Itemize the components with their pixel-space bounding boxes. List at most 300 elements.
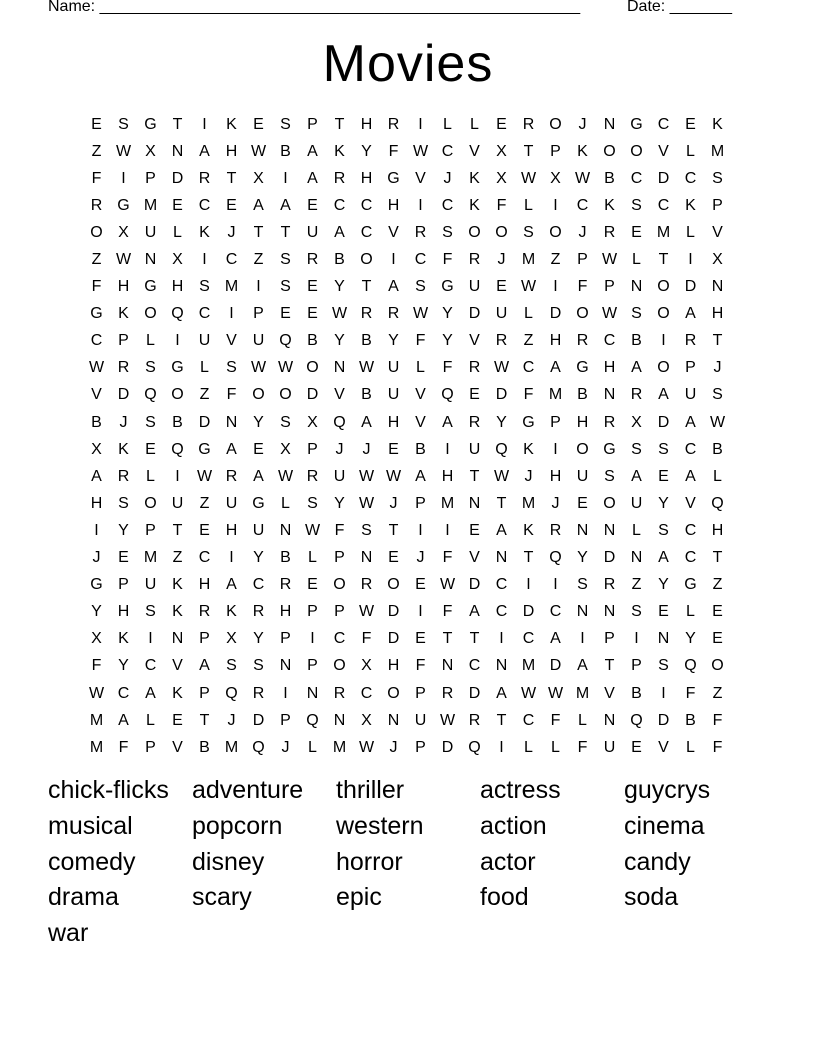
grid-letter: S [523, 223, 534, 241]
grid-letter: V [415, 386, 426, 404]
grid-letter: Y [388, 332, 399, 350]
grid-letter: A [550, 630, 561, 648]
grid-letter: R [603, 223, 616, 241]
grid-letter: T [658, 251, 669, 269]
grid-letter: G [441, 278, 454, 296]
grid-letter: S [442, 223, 453, 241]
grid-letter: E [469, 386, 480, 404]
grid-letter: P [118, 332, 129, 350]
grid-letter: H [360, 169, 373, 187]
grid-letter: W [520, 278, 537, 296]
grid-letter: T [469, 630, 480, 648]
grid-letter: X [253, 169, 264, 187]
grid-letter: E [91, 115, 102, 133]
grid-letter: X [550, 169, 561, 187]
grid-letter: F [712, 738, 723, 756]
grid-letter: P [307, 657, 318, 675]
grid-letter: X [226, 630, 237, 648]
grid-letter: N [603, 603, 616, 621]
grid-letter: G [144, 115, 157, 133]
grid-letter: A [253, 196, 264, 214]
grid-letter: A [226, 440, 237, 458]
name-field[interactable]: Name: ______________________________________________________ [48, 0, 581, 15]
grid-letter: F [361, 630, 372, 648]
grid-letter: M [656, 223, 671, 241]
grid-letter: J [389, 738, 398, 756]
grid-letter: C [657, 115, 670, 133]
grid-letter: N [333, 359, 346, 377]
grid-letter: I [499, 738, 504, 756]
grid-letter: F [388, 142, 399, 160]
grid-letter: R [522, 115, 535, 133]
grid-letter: C [333, 630, 346, 648]
grid-letter: C [684, 440, 697, 458]
grid-letter: O [549, 223, 562, 241]
grid-letter: W [277, 359, 294, 377]
grid-letter: B [172, 413, 183, 431]
grid-letter: Y [253, 549, 264, 567]
grid-letter: N [630, 549, 643, 567]
grid-letter: E [415, 576, 426, 594]
grid-letter: M [224, 278, 239, 296]
grid-letter: W [358, 467, 375, 485]
word-bank-item: adventure [192, 776, 304, 804]
grid-letter: I [634, 630, 639, 648]
grid-letter: H [549, 332, 562, 350]
grid-letter: I [121, 169, 126, 187]
grid-row [83, 653, 731, 680]
grid-letter: R [603, 413, 616, 431]
grid-row [83, 680, 731, 707]
grid-letter: O [333, 576, 346, 594]
grid-row [83, 707, 731, 734]
grid-letter: K [226, 603, 237, 621]
grid-letter: J [551, 494, 560, 512]
grid-letter: V [712, 223, 723, 241]
grid-row [83, 328, 731, 355]
grid-letter: J [578, 115, 587, 133]
grid-letter: T [469, 467, 480, 485]
grid-letter: J [119, 413, 128, 431]
grid-letter: B [415, 440, 426, 458]
grid-letter: A [442, 413, 453, 431]
grid-letter: P [712, 196, 723, 214]
grid-letter: E [145, 440, 156, 458]
grid-letter: K [226, 115, 237, 133]
grid-letter: K [118, 630, 129, 648]
grid-letter: L [686, 223, 695, 241]
grid-letter: E [658, 467, 669, 485]
grid-letter: P [604, 278, 615, 296]
grid-letter: B [280, 142, 291, 160]
grid-letter: O [603, 494, 616, 512]
grid-letter: X [307, 413, 318, 431]
grid-letter: U [252, 332, 265, 350]
grid-letter: X [712, 251, 723, 269]
grid-letter: V [604, 684, 615, 702]
grid-letter: E [226, 196, 237, 214]
grid-letter: E [415, 630, 426, 648]
grid-letter: H [603, 359, 616, 377]
grid-letter: J [578, 223, 587, 241]
grid-letter: M [224, 738, 239, 756]
grid-letter: R [630, 386, 643, 404]
grid-letter: D [198, 413, 211, 431]
word-bank-item: actress [480, 776, 561, 804]
grid-row [83, 517, 731, 544]
grid-letter: G [603, 440, 616, 458]
grid-letter: F [442, 603, 453, 621]
grid-letter: E [631, 223, 642, 241]
grid-letter: Y [118, 657, 129, 675]
grid-letter: M [575, 684, 590, 702]
word-bank-item: food [480, 883, 529, 912]
grid-letter: J [92, 549, 101, 567]
grid-letter: C [414, 251, 427, 269]
grid-letter: F [496, 196, 507, 214]
grid-row [83, 572, 731, 599]
grid-letter: A [685, 467, 696, 485]
grid-letter: F [415, 332, 426, 350]
grid-letter: C [360, 684, 373, 702]
grid-letter: R [333, 169, 346, 187]
grid-letter: C [522, 711, 535, 729]
grid-letter: T [361, 278, 372, 296]
grid-row [83, 463, 731, 490]
grid-letter: N [171, 142, 184, 160]
grid-letter: L [146, 332, 155, 350]
grid-letter: O [333, 657, 346, 675]
grid-letter: B [307, 332, 318, 350]
grid-letter: A [280, 196, 291, 214]
grid-letter: U [468, 278, 481, 296]
grid-letter: P [415, 494, 426, 512]
grid-letter: B [631, 332, 642, 350]
grid-letter: N [657, 630, 670, 648]
grid-letter: S [118, 115, 129, 133]
grid-row [83, 246, 731, 273]
grid-letter: P [307, 440, 318, 458]
grid-letter: Y [361, 142, 372, 160]
grid-letter: C [144, 657, 157, 675]
grid-letter: C [549, 603, 562, 621]
grid-letter: R [387, 115, 400, 133]
grid-letter: I [175, 332, 180, 350]
grid-letter: K [172, 684, 183, 702]
grid-row [83, 192, 731, 219]
grid-letter: P [280, 711, 291, 729]
grid-letter: T [523, 142, 534, 160]
word-bank-item: actor [480, 847, 536, 876]
grid-letter: E [496, 278, 507, 296]
grid-letter: L [524, 305, 533, 323]
grid-letter: K [118, 440, 129, 458]
grid-letter: M [521, 494, 536, 512]
grid-letter: L [200, 359, 209, 377]
grid-letter: G [387, 169, 400, 187]
grid-letter: L [632, 521, 641, 539]
grid-letter: S [307, 494, 318, 512]
grid-letter: B [361, 332, 372, 350]
grid-letter: J [362, 440, 371, 458]
grid-letter: S [199, 278, 210, 296]
grid-letter: X [118, 223, 129, 241]
grid-letter: N [333, 711, 346, 729]
grid-letter: O [630, 142, 643, 160]
grid-letter: P [334, 549, 345, 567]
grid-letter: N [306, 684, 319, 702]
grid-letter: Q [711, 494, 724, 512]
grid-letter: N [603, 115, 616, 133]
grid-letter: V [469, 142, 480, 160]
grid-letter: O [603, 142, 616, 160]
grid-letter: R [198, 603, 211, 621]
grid-letter: E [712, 603, 723, 621]
grid-letter: W [709, 413, 726, 431]
grid-letter: O [468, 223, 481, 241]
date-field[interactable]: Date: _______ [627, 0, 732, 15]
grid-letter: C [441, 196, 454, 214]
grid-letter: Z [523, 332, 534, 350]
grid-letter: Y [334, 494, 345, 512]
grid-letter: E [253, 115, 264, 133]
grid-letter: R [549, 521, 562, 539]
grid-letter: F [91, 657, 102, 675]
word-bank-item: thriller [336, 776, 405, 804]
grid-letter: K [199, 223, 210, 241]
grid-letter: A [145, 684, 156, 702]
grid-letter: I [553, 278, 558, 296]
grid-letter: P [631, 657, 642, 675]
grid-letter: I [553, 440, 558, 458]
grid-letter: G [171, 359, 184, 377]
grid-letter: D [387, 603, 400, 621]
grid-letter: T [496, 711, 507, 729]
grid-letter: D [657, 711, 670, 729]
grid-letter: L [524, 738, 533, 756]
grid-letter: M [710, 142, 725, 160]
grid-letter: L [632, 251, 641, 269]
grid-letter: O [549, 115, 562, 133]
grid-letter: N [603, 521, 616, 539]
grid-letter: Y [577, 549, 588, 567]
grid-letter: O [306, 359, 319, 377]
grid-letter: H [441, 467, 454, 485]
grid-letter: U [468, 440, 481, 458]
grid-letter: H [711, 305, 724, 323]
grid-letter: K [334, 142, 345, 160]
grid-letter: V [388, 223, 399, 241]
grid-letter: V [685, 494, 696, 512]
grid-letter: R [306, 251, 319, 269]
grid-letter: D [603, 549, 616, 567]
grid-letter: L [470, 115, 479, 133]
grid-letter: M [143, 196, 158, 214]
grid-letter: W [358, 738, 375, 756]
grid-letter: L [686, 738, 695, 756]
grid-row [83, 599, 731, 626]
grid-letter: Q [171, 440, 184, 458]
grid-letter: T [172, 115, 183, 133]
grid-letter: Q [225, 684, 238, 702]
grid-letter: B [685, 711, 696, 729]
grid-letter: K [469, 196, 480, 214]
grid-letter: S [658, 521, 669, 539]
word-search-grid [83, 111, 731, 761]
grid-letter: C [117, 684, 130, 702]
grid-letter: N [603, 386, 616, 404]
grid-letter: W [574, 169, 591, 187]
grid-letter: P [199, 630, 210, 648]
grid-letter: W [412, 305, 429, 323]
grid-letter: L [686, 142, 695, 160]
grid-letter: C [603, 332, 616, 350]
grid-row [83, 409, 731, 436]
grid-letter: I [229, 549, 234, 567]
grid-letter: N [495, 657, 508, 675]
grid-letter: N [630, 278, 643, 296]
grid-letter: W [493, 467, 510, 485]
grid-letter: O [576, 305, 589, 323]
grid-letter: L [443, 115, 452, 133]
grid-letter: L [146, 467, 155, 485]
grid-letter: X [631, 413, 642, 431]
grid-letter: P [550, 413, 561, 431]
grid-letter: I [310, 630, 315, 648]
grid-letter: Q [495, 440, 508, 458]
grid-letter: U [630, 494, 643, 512]
word-bank-item: drama [48, 883, 119, 912]
grid-letter: D [468, 684, 481, 702]
grid-letter: B [91, 413, 102, 431]
grid-letter: T [172, 521, 183, 539]
grid-letter: F [712, 711, 723, 729]
grid-letter: A [631, 359, 642, 377]
grid-letter: E [199, 521, 210, 539]
grid-letter: E [118, 549, 129, 567]
grid-letter: R [576, 332, 589, 350]
grid-letter: D [657, 169, 670, 187]
grid-letter: L [524, 196, 533, 214]
grid-letter: B [334, 251, 345, 269]
grid-letter: W [88, 684, 105, 702]
grid-letter: W [493, 359, 510, 377]
grid-letter: F [577, 278, 588, 296]
grid-letter: H [90, 494, 103, 512]
grid-letter: E [172, 196, 183, 214]
grid-letter: V [172, 657, 183, 675]
grid-letter: A [658, 386, 669, 404]
grid-letter: I [688, 251, 693, 269]
grid-letter: W [277, 467, 294, 485]
grid-letter: N [279, 521, 292, 539]
grid-letter: M [521, 251, 536, 269]
grid-letter: H [171, 278, 184, 296]
grid-letter: C [657, 196, 670, 214]
grid-letter: W [250, 142, 267, 160]
grid-letter: Y [442, 332, 453, 350]
grid-letter: W [412, 142, 429, 160]
grid-letter: R [414, 223, 427, 241]
grid-letter: D [549, 657, 562, 675]
grid-letter: H [387, 196, 400, 214]
grid-letter: O [576, 440, 589, 458]
grid-row [83, 165, 731, 192]
grid-letter: R [360, 576, 373, 594]
grid-row [83, 301, 731, 328]
word-bank-item: guycrys [624, 776, 711, 804]
grid-letter: T [334, 115, 345, 133]
grid-letter: F [334, 521, 345, 539]
grid-letter: U [144, 576, 157, 594]
grid-letter: O [711, 657, 724, 675]
grid-letter: W [358, 494, 375, 512]
grid-letter: E [469, 521, 480, 539]
grid-letter: J [389, 494, 398, 512]
grid-letter: H [198, 576, 211, 594]
grid-letter: E [172, 711, 183, 729]
grid-letter: M [143, 549, 158, 567]
grid-letter: O [657, 359, 670, 377]
grid-letter: D [441, 738, 454, 756]
grid-letter: M [521, 657, 536, 675]
grid-letter: Q [252, 738, 265, 756]
grid-letter: A [496, 684, 507, 702]
grid-letter: W [439, 711, 456, 729]
grid-letter: U [495, 305, 508, 323]
word-bank-item: musical [48, 811, 133, 840]
grid-letter: V [415, 169, 426, 187]
word-bank-item: action [480, 811, 547, 840]
grid-letter: Y [118, 521, 129, 539]
grid-letter: N [225, 413, 238, 431]
grid-letter: A [388, 278, 399, 296]
grid-letter: H [387, 413, 400, 431]
grid-letter: D [549, 305, 562, 323]
grid-letter: A [550, 359, 561, 377]
grid-letter: M [440, 494, 455, 512]
grid-letter: G [576, 359, 589, 377]
grid-letter: F [442, 549, 453, 567]
grid-letter: I [202, 251, 207, 269]
grid-letter: P [145, 738, 156, 756]
grid-letter: P [307, 603, 318, 621]
grid-letter: I [229, 305, 234, 323]
grid-letter: I [418, 521, 423, 539]
grid-letter: U [576, 467, 589, 485]
grid-letter: X [280, 440, 291, 458]
grid-letter: S [226, 657, 237, 675]
grid-letter: Y [91, 603, 102, 621]
grid-letter: Q [279, 332, 292, 350]
grid-letter: R [306, 467, 319, 485]
grid-letter: R [279, 576, 292, 594]
grid-letter: U [414, 711, 427, 729]
grid-letter: W [358, 359, 375, 377]
grid-letter: A [658, 549, 669, 567]
grid-letter: N [711, 278, 724, 296]
grid-letter: P [199, 684, 210, 702]
grid-letter: J [443, 169, 452, 187]
grid-letter: O [279, 386, 292, 404]
grid-letter: W [601, 305, 618, 323]
grid-letter: J [524, 467, 533, 485]
grid-letter: S [280, 413, 291, 431]
grid-letter: R [90, 196, 103, 214]
grid-letter: K [172, 603, 183, 621]
grid-letter: F [577, 738, 588, 756]
grid-letter: I [202, 115, 207, 133]
